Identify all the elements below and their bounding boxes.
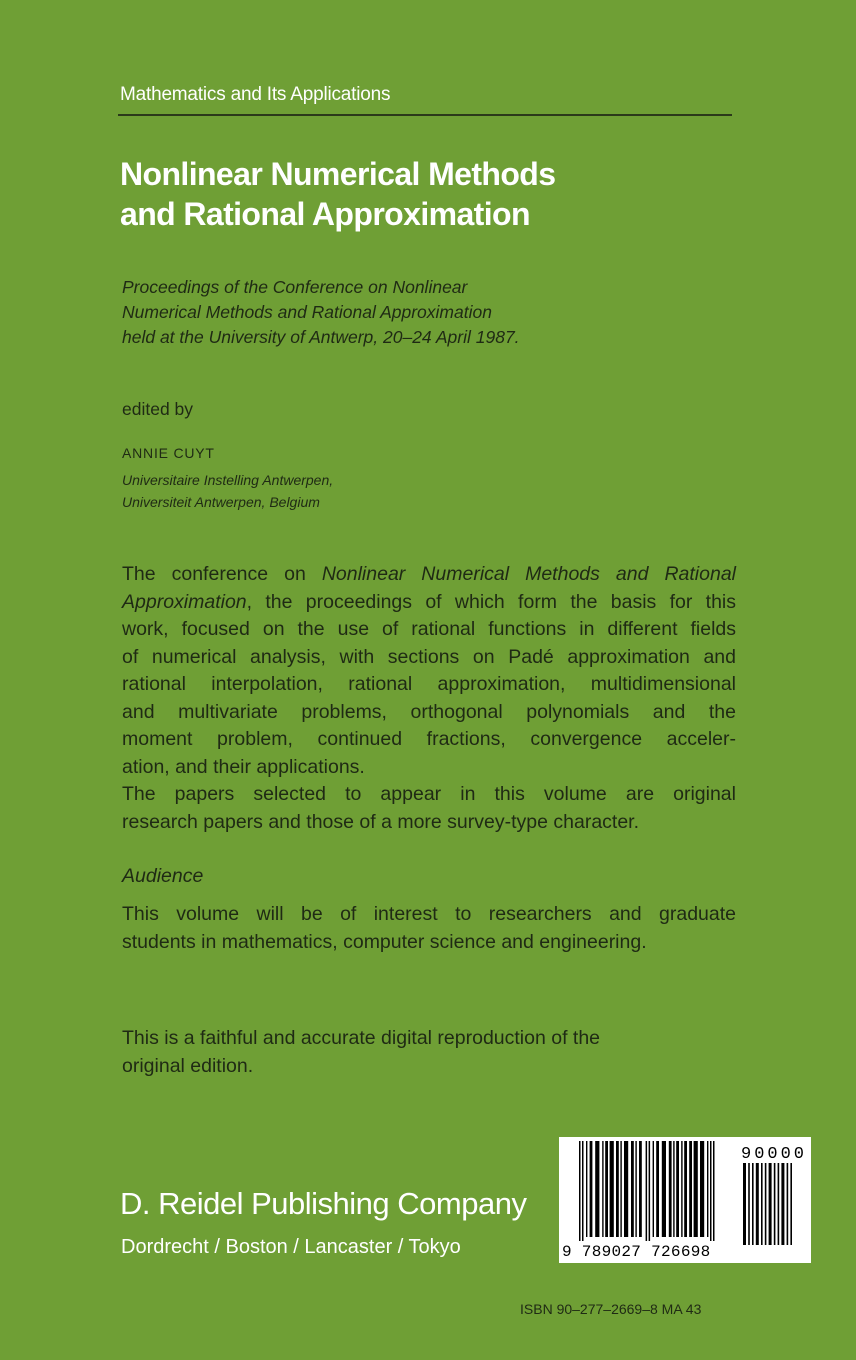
affiliation-line-1: Universitaire Instelling Antwerpen,	[122, 472, 334, 488]
description-italic: Approximation	[122, 590, 247, 613]
barcode-bar	[689, 1141, 692, 1237]
reproduction-line-2: original edition.	[122, 1054, 254, 1077]
book-title-line-2: and Rational Approximation	[120, 196, 530, 232]
description-line-10: research papers and those of a more survey-type character.	[122, 810, 640, 833]
publisher-name: D. Reidel Publishing Company	[120, 1186, 527, 1221]
barcode-bar	[616, 1141, 619, 1237]
barcode-bar	[610, 1141, 614, 1237]
edited-by-label: edited by	[122, 399, 194, 419]
affiliation-line-2: Universiteit Antwerpen, Belgium	[122, 494, 320, 510]
barcode-bar	[586, 1141, 587, 1237]
barcode-bar	[602, 1141, 603, 1237]
barcode-bar	[635, 1141, 636, 1237]
audience-line-2: students in mathematics, computer science and engineering.	[122, 930, 647, 953]
barcode-bar	[646, 1141, 648, 1241]
barcode-bar	[590, 1141, 593, 1237]
barcode-bar	[774, 1163, 776, 1245]
book-title-line-1: Nonlinear Numerical Methods	[120, 156, 556, 192]
barcode-bar	[631, 1141, 634, 1237]
barcode-bar	[649, 1141, 651, 1241]
barcode-bar	[662, 1141, 666, 1237]
barcode-bar	[694, 1141, 698, 1237]
barcode-bar	[710, 1141, 712, 1241]
barcode-bar	[681, 1141, 682, 1237]
barcode-graphic	[559, 1137, 811, 1263]
barcode-bar	[620, 1141, 621, 1237]
publisher-cities: Dordrecht / Boston / Lancaster / Tokyo	[121, 1236, 461, 1258]
audience-text	[122, 901, 736, 956]
reproduction-note	[122, 1025, 736, 1080]
barcode-bar	[790, 1163, 792, 1245]
barcode-bar	[656, 1141, 659, 1237]
barcode	[559, 1137, 811, 1263]
barcode-bar	[579, 1141, 581, 1241]
description-line-6: and multivariate problems, orthogonal polynomials and the	[122, 700, 736, 723]
barcode-bar	[624, 1141, 628, 1237]
description-line-1	[122, 561, 736, 589]
description	[122, 561, 736, 836]
audience-line-1: This volume will be of interest to researchers and graduate	[122, 903, 736, 925]
barcode-bar	[769, 1163, 772, 1245]
barcode-bar	[713, 1141, 715, 1241]
barcode-bar	[787, 1163, 789, 1245]
barcode-bar	[676, 1141, 679, 1237]
audience-heading: Audience	[122, 865, 204, 887]
ean-bars	[579, 1141, 715, 1241]
barcode-bar	[605, 1141, 608, 1237]
book-title	[120, 154, 760, 234]
barcode-bar	[743, 1163, 746, 1245]
barcode-bar	[595, 1141, 599, 1237]
editor-name: ANNIE CUYT	[122, 445, 215, 461]
barcode-bar	[752, 1163, 754, 1245]
description-text: , the proceedings of which form the basis for this	[246, 590, 736, 613]
editor-affiliation	[122, 469, 333, 513]
barcode-bar	[669, 1141, 672, 1237]
description-line-7: moment problem, continued fractions, convergence acceler-	[122, 728, 736, 750]
description-line-4: of numerical analysis, with sections on Padé approximation and	[122, 645, 736, 668]
proceedings-note	[122, 275, 762, 350]
barcode-bar	[639, 1141, 642, 1237]
header-rule	[118, 114, 732, 116]
description-text: The conference on	[122, 563, 322, 585]
reproduction-line-1: This is a faithful and accurate digital reproduction of the	[122, 1027, 601, 1049]
description-line-8: ation, and their applications.	[122, 755, 365, 778]
barcode-bar	[765, 1163, 767, 1245]
barcode-bar	[761, 1163, 763, 1245]
description-line-5: rational interpolation, rational approximation, multidimensional	[122, 673, 736, 695]
proceedings-line-1: Proceedings of the Conference on Nonlinear	[122, 277, 468, 297]
proceedings-line-3: held at the University of Antwerp, 20–24 April 1987.	[122, 327, 520, 347]
isbn-line: ISBN 90–277–2669–8 MA 43	[520, 1301, 702, 1317]
barcode-bar	[748, 1163, 750, 1245]
barcode-bar	[781, 1163, 784, 1245]
description-line-2	[122, 589, 736, 617]
barcode-bar	[778, 1163, 780, 1245]
barcode-bar	[582, 1141, 584, 1241]
ean-digits: 9 789027 726698	[562, 1243, 711, 1261]
description-line-3: work, focused on the use of rational functions in different fields	[122, 618, 736, 640]
series-title: Mathematics and Its Applications	[120, 84, 391, 105]
price-code-digits: 90000	[741, 1145, 808, 1164]
description-italic: Nonlinear Numerical Methods and Rational	[321, 563, 736, 585]
barcode-bar	[756, 1163, 759, 1245]
proceedings-line-2: Numerical Methods and Rational Approximation	[122, 302, 492, 322]
barcode-bar	[684, 1141, 687, 1237]
description-line-9: The papers selected to appear in this volume are original	[122, 783, 736, 805]
barcode-bar	[700, 1141, 704, 1237]
barcode-bar	[673, 1141, 674, 1237]
barcode-bar	[653, 1141, 654, 1237]
barcode-bar	[707, 1141, 708, 1237]
